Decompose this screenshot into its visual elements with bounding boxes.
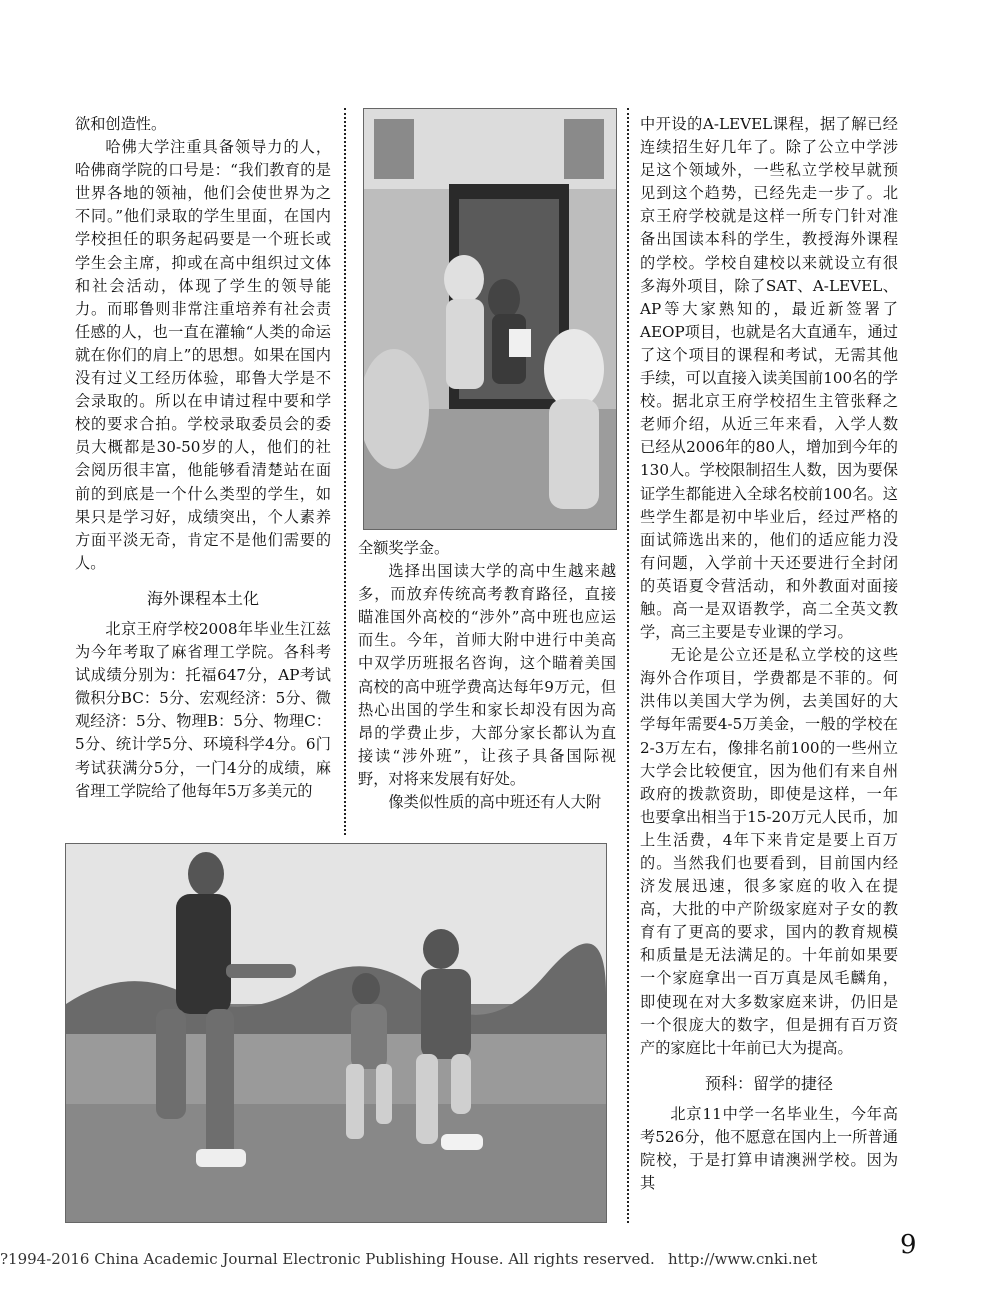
column-divider-left: [344, 108, 346, 835]
column-divider-right: [627, 108, 629, 1223]
paragraph: 无论是公立还是私立学校的这些海外合作项目，学费都是不菲的。何洪伟以美国大学为例，去美国好的大学每年需要4-5万美金，一般的学校在2-3万左右，像排名前100的一些州立大学会比较便宜，因为他们有来自州政府的拨款资助，即使是这样，一年也要拿出相当于15-20万元人民币，加上生活费，4年下来肯定是要上百万的。当然我们也要看到，目前国内经济发展迅速，很多家庭的收入在提高，大批的中产阶级家庭对子女的教育有了更高的要求，国内的教育规模和质量是无法满足的。十年前如果要一个家庭拿出一百万真是凤毛麟角，即使现在对大多数家庭来讲，仍旧是一个很庞大的数字，但是拥有百万资产的家庭比十年前已大为提高。: [640, 646, 898, 1057]
section-heading: 海外课程本土化: [146, 588, 259, 608]
photo-children-doorway-image: [364, 109, 616, 529]
paragraph: 选择出国读大学的高中生越来越多，而放弃传统高考教育路径，直接瞄准国外高校的“涉外”高中班也应运而生。今年，首师大附中进行中美高中双学历班报名咨询，这个瞄着美国高校的高中班学费高达每年9万元，但热心出国的学生和家长却没有因为高昂的学费止步，大部分家长都认为直接读“涉外班”，让孩子具备国际视野，对将来发展有好处。: [358, 562, 616, 788]
paragraph: 中开设的A-LEVEL课程，据了解已经连续招生好几年了。除了公立中学涉足这个领域外，一些私立学校早就预见到这个趋势，已经先走一步了。北京王府学校就是这样一所专门针对准备出国读本科的学生，教授海外课程的学校。学校自建校以来就设立有很多海外项目，除了SAT、A-LEVEL、AP等大家熟知的，最近新签署了AEOP项目，也就是名大直通车，通过了这个项目的课程和考试，无需其他手续，可以直接入读美国前100名的学校。据北京王府学校招生主管张释之老师介绍，从近三年来看，入学人数已经从2006年的80人，增加到今年的130人。学校限制招生人数，因为要保证学生都能进入全球名校前100名。这些学生都是初中毕业后，经过严格的面试筛选出来的，他们的适应能力没有问题，入学前十天还要进行全封闭的英语夏令营活动，和外教面对面接触。高一是双语教学，高二全英文教学，高三主要是专业课的学习。: [640, 115, 898, 642]
paragraph: 像类似性质的高中班还有人大附: [388, 793, 602, 812]
copyright-notice: ?1994-2016 China Academic Journal Electronic Publishing House. All rights reserved.: [0, 1250, 655, 1268]
paragraph: 欲和创造性。: [75, 115, 167, 133]
paragraph: 北京11中学一名毕业生，今年高考526分，他不愿意在国内上一所普通院校，于是打算申请澳洲学校。因为其: [640, 1104, 898, 1193]
column-middle: [358, 537, 616, 814]
photo-children-doorway: [363, 108, 617, 530]
footer: [0, 1250, 940, 1274]
photo-field-exercise-image: [66, 844, 606, 1222]
photo-field-exercise: [65, 843, 607, 1223]
paragraph: 全额奖学金。: [358, 539, 450, 557]
paragraph: 哈佛大学注重具备领导力的人，哈佛商学院的口号是：“我们教育的是世界各地的领袖，他们会使世界为之不同。”他们录取的学生里面，在国内学校担任的职务起码要是一个班长或学生会主席，抑或在高中组织过文体和社会活动，体现了学生的领导能力。而耶鲁则非常注重培养有社会责任感的人，也一直在灌输“人类的命运就在你们的肩上”的思想。如果在国内没有过义工经历体验，耶鲁大学是不会录取的。所以在申请过程中要和学校的要求合拍。学校录取委员会的委员大概都是30-50岁的人，他们的社会阅历很丰富，他能够看清楚站在面前的到底是一个什么类型的学生，如果只是学习好，成绩突出，个人素养方面平淡无奇，肯定不是他们需要的人。: [75, 138, 331, 572]
column-right: [640, 113, 898, 1195]
page-number: 9: [900, 1230, 917, 1260]
paragraph: 北京王府学校2008年毕业生江兹为今年考取了麻省理工学院。各科考试成绩分别为：托福647分，AP考试微积分BC：5分、宏观经济：5分、微观经济：5分、物理B：5分、物理C：5分、统计学5分、环境科学4分。6门考试获满分5分，一门4分的成绩，麻省理工学院给了他每年5万多美元的: [75, 619, 331, 800]
section-heading: 预科：留学的捷径: [704, 1073, 833, 1093]
column-left: [75, 113, 331, 803]
footer-url: http://www.cnki.net: [668, 1250, 818, 1268]
